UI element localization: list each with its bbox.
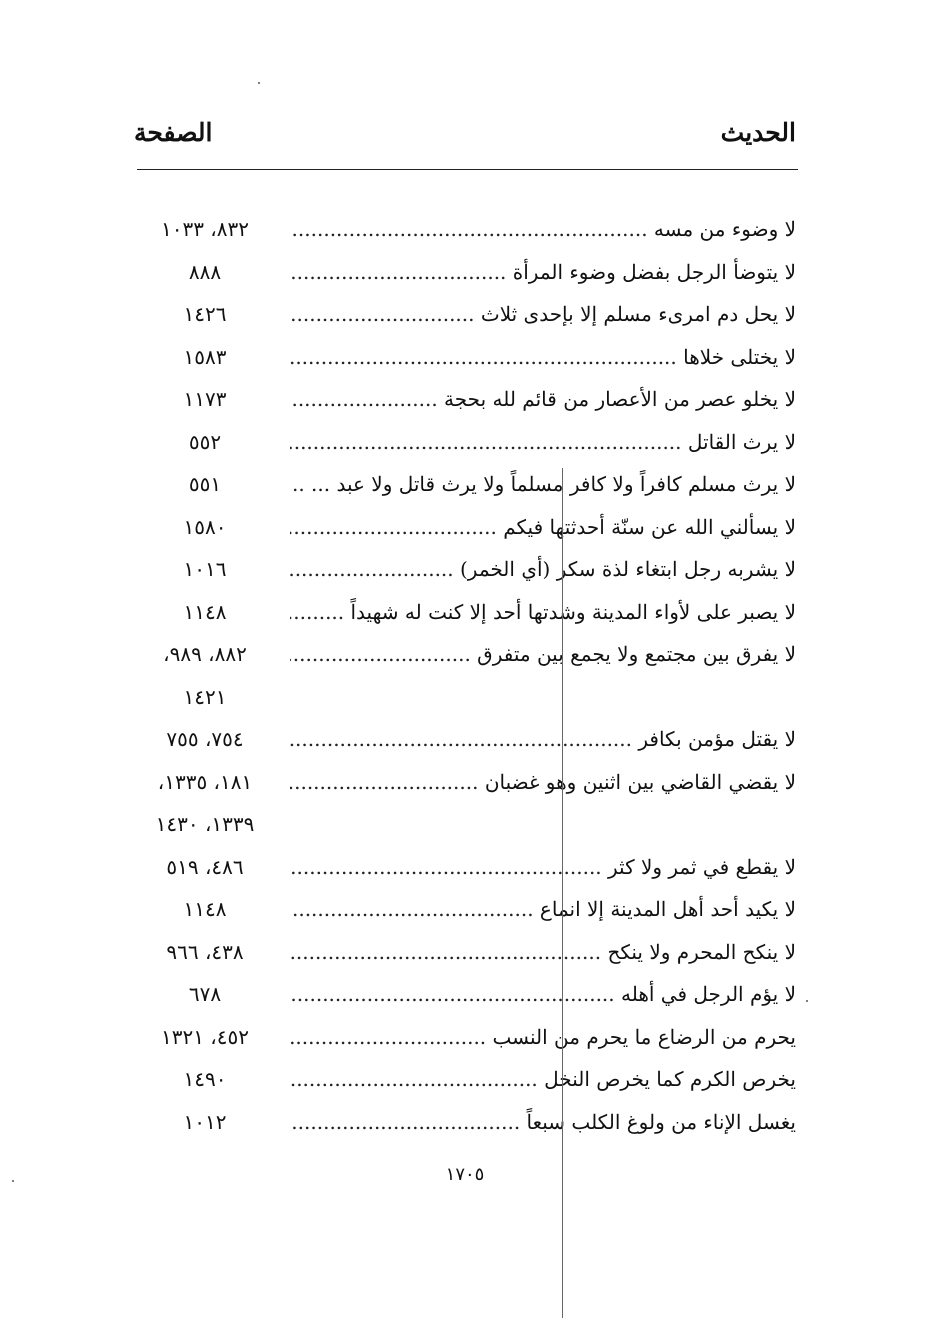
header-divider	[137, 169, 798, 170]
hadith-text	[290, 847, 796, 887]
index-row	[0, 762, 930, 802]
index-row	[0, 294, 930, 334]
hadith-text	[290, 337, 796, 377]
hadith-text-content: لا يحل دم امرىء مسلم إلا بإحدى ثلاث .....	[290, 302, 796, 326]
hadith-text	[290, 252, 796, 292]
page-references: ١٥٨٣	[183, 345, 227, 369]
hadith-text	[290, 974, 796, 1014]
index-row	[0, 889, 930, 929]
page-references: ٤٣٨، ٩٦٦	[166, 940, 244, 964]
page-references: ١٤٢١	[183, 685, 227, 709]
hadith-text	[290, 464, 796, 504]
hadith-text	[290, 932, 796, 972]
column-header-page: الصفحة	[134, 118, 213, 147]
hadith-text	[290, 762, 796, 802]
index-row	[0, 252, 930, 292]
page-references: ١١٤٨	[183, 600, 227, 624]
index-row	[0, 507, 930, 547]
hadith-text	[290, 804, 796, 844]
hadith-text	[290, 592, 796, 632]
page-references: ١٣٣٩، ١٤٣٠	[155, 812, 255, 836]
page-references: ٨٣٢، ١٠٣٣	[160, 217, 249, 241]
index-row	[0, 677, 930, 717]
hadith-text	[290, 549, 796, 589]
page-references: ٥٥٢	[188, 430, 222, 454]
hadith-text	[290, 634, 796, 674]
hadith-text-content: لا يفرق بين مجتمع ولا يجمع بين متفرق .....	[290, 642, 796, 666]
page-references: ١٤٢٦	[183, 302, 227, 326]
hadith-text	[290, 889, 796, 929]
hadith-text	[290, 507, 796, 547]
page-references: ١٥٨٠	[183, 515, 227, 539]
index-row	[0, 422, 930, 462]
index-row	[0, 464, 930, 504]
page-references: ١٠١٢	[183, 1110, 227, 1134]
page-references: ١١٤٨	[183, 897, 227, 921]
hadith-text-content: يخرص الكرم كما يخرص النخل .....	[290, 1067, 796, 1091]
page-references: ٤٥٢، ١٣٢١	[160, 1025, 249, 1049]
hadith-text-content: لا يتوضأ الرجل بفضل وضوء المرأة .....	[290, 260, 796, 284]
hadith-text-content: لا يرث القاتل .....	[290, 430, 796, 454]
hadith-text-content: لا ينكح المحرم ولا ينكح .....	[290, 940, 796, 964]
hadith-text-content: لا وضوء من مسه .....	[290, 217, 796, 241]
hadith-text-content: لا يسألني الله عن سنّة أحدثتها فيكم .....	[290, 515, 796, 539]
index-row	[0, 932, 930, 972]
page-references: ١٠١٦	[183, 557, 227, 581]
hadith-text	[290, 209, 796, 249]
hadith-text	[290, 422, 796, 462]
hadith-text-content: لا يخلو عصر من الأعصار من قائم لله بحجة .....	[290, 387, 796, 411]
index-row	[0, 1017, 930, 1057]
page-references: ٦٧٨	[188, 982, 222, 1006]
index-row	[0, 847, 930, 887]
hadith-text-content: لا يشربه رجل ابتغاء لذة سكر (أي الخمر) .....	[290, 557, 796, 581]
scan-speck	[258, 82, 260, 84]
page-number: ١٧٠٥	[445, 1164, 485, 1185]
page-references: ٨٨٢، ٩٨٩،	[163, 642, 247, 666]
page-references: ١٤٩٠	[183, 1067, 227, 1091]
index-row	[0, 719, 930, 759]
index-row	[0, 379, 930, 419]
hadith-text	[290, 1017, 796, 1057]
page-references: ٤٨٦، ٥١٩	[166, 855, 244, 879]
hadith-text-content: لا يؤم الرجل في أهله .....	[290, 982, 796, 1006]
hadith-text-content: يغسل الإناء من ولوغ الكلب سبعاً .....	[290, 1110, 796, 1134]
hadith-text	[290, 379, 796, 419]
page-references: ١١٧٣	[183, 387, 227, 411]
hadith-text	[290, 677, 796, 717]
hadith-text	[290, 719, 796, 759]
page-references: ٧٥٤، ٧٥٥	[166, 727, 244, 751]
page-references: ١٨١، ١٣٣٥،	[157, 770, 253, 794]
hadith-text	[290, 1102, 796, 1142]
index-row	[0, 1059, 930, 1099]
hadith-text	[290, 294, 796, 334]
hadith-text-content: لا يقتل مؤمن بكافر .....	[290, 727, 796, 751]
scan-speck	[806, 1000, 808, 1002]
hadith-text-content: لا يقضي القاضي بين اثنين وهو غضبان .....	[290, 770, 796, 794]
index-row	[0, 592, 930, 632]
hadith-text	[290, 1059, 796, 1099]
index-row	[0, 804, 930, 844]
index-row	[0, 974, 930, 1014]
hadith-text-content: لا يقطع في ثمر ولا كثر .....	[290, 855, 796, 879]
hadith-text-content: لا يكيد أحد أهل المدينة إلا انماع .....	[290, 897, 796, 921]
hadith-text-content: لا يختلى خلاها .....	[290, 345, 796, 369]
index-row	[0, 1102, 930, 1142]
page-references: ٥٥١	[188, 472, 222, 496]
index-row	[0, 634, 930, 674]
index-row	[0, 549, 930, 589]
hadith-text-content: لا يصبر على لأواء المدينة وشدتها أحد إلا كنت له شهيداً .....	[290, 600, 796, 624]
column-header-hadith: الحديث	[720, 118, 796, 147]
index-row	[0, 209, 930, 249]
scan-fold-line	[562, 468, 563, 1318]
hadith-text-content: لا يرث مسلم كافراً ولا كافر مسلماً ولا يرث قاتل ولا عبد ... .....	[290, 472, 796, 496]
hadith-text-content: يحرم من الرضاع ما يحرم من النسب .....	[290, 1025, 796, 1049]
page-references: ٨٨٨	[188, 260, 222, 284]
index-row	[0, 337, 930, 377]
